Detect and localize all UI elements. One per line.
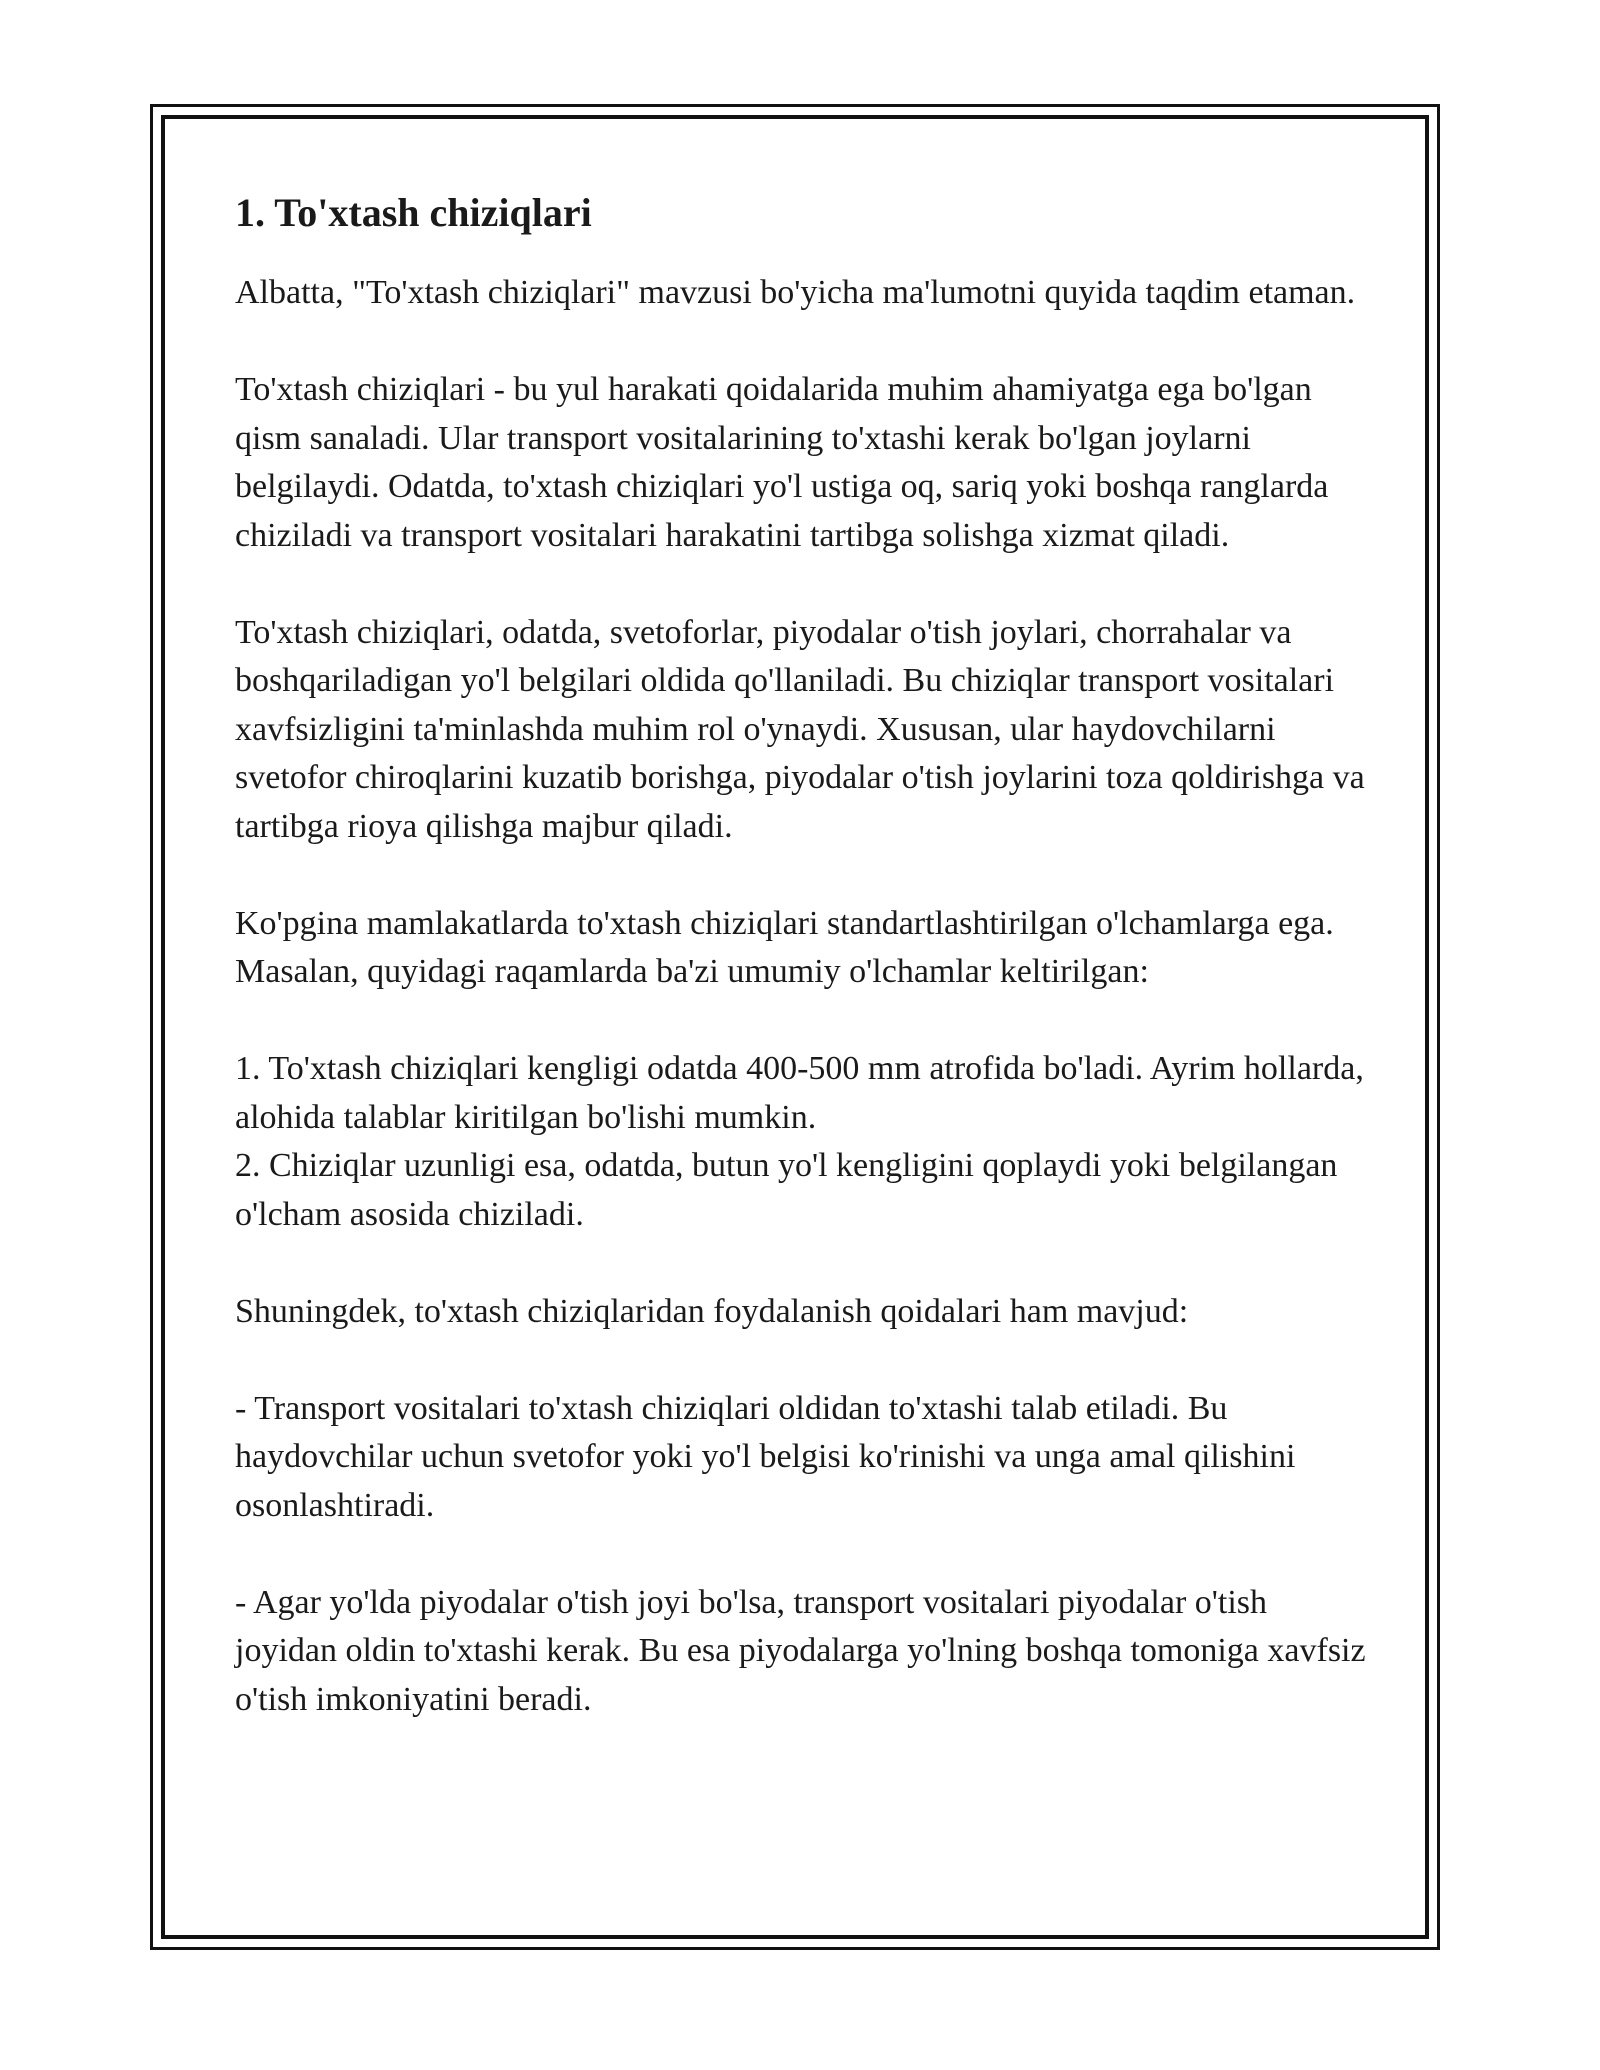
rule-item-pedestrian-crossing: - Agar yo'lda piyodalar o'tish joyi bo'lsa, transport vositalari piyodalar o'tish joyidan oldin to'xtashi kerak. Bu esa piyodalarga yo'lning boshqa tomoniga xavfsiz o'tish imkoniyatini beradi. bbox=[235, 1583, 1366, 1718]
document-title: 1. To'xtash chiziqlari bbox=[235, 190, 592, 235]
list-item-width: 1. To'xtash chiziqlari kengligi odatda 400-500 mm atrofida bo'ladi. Ayrim hollarda, alohida talablar kiritilgan bo'lishi mumkin. bbox=[235, 1050, 1364, 1136]
paragraph-intro: Albatta, "To'xtash chiziqlari" mavzusi bo'yicha ma'lumotni quyida taqdim etaman. bbox=[235, 274, 1356, 311]
numbered-list bbox=[235, 1045, 1370, 1239]
rule-item-stop-before-line: - Transport vositalari to'xtash chiziqlari oldidan to'xtashi talab etiladi. Bu haydovchilar uchun svetofor yoki yo'l belgisi ko'rinishi va unga amal qilishini osonlashtiradi. bbox=[235, 1389, 1296, 1524]
paragraph-usage: To'xtash chiziqlari, odatda, svetoforlar, piyodalar o'tish joylari, chorrahalar va boshqariladigan yo'l belgilari oldida qo'llaniladi. Bu chiziqlar transport vositalari xavfsizligini ta'minlashda muhim rol o'ynaydi. Xususan, ular haydovchilarni svetofor chiroqlarini kuzatib borishga, piyodalar o'tish joylarini toza qoldirishga va tartibga rioya qilishga majbur qiladi. bbox=[235, 613, 1365, 845]
document-body bbox=[235, 185, 1370, 1773]
rules-intro: Shuningdek, to'xtash chiziqlaridan foydalanish qoidalari ham mavjud: bbox=[235, 1292, 1189, 1330]
paragraph-definition: To'xtash chiziqlari - bu yul harakati qoidalarida muhim ahamiyatga ega bo'lgan qism sanaladi. Ular transport vositalarining to'xtashi kerak bo'lgan joylarni belgilaydi. Odatda, to'xtash chiziqlari yo'l ustiga oq, sariq yoki boshqa ranglarda chiziladi va transport vositalari harakatini tartibga solishga xizmat qiladi. bbox=[235, 371, 1329, 554]
list-item-length: 2. Chiziqlar uzunligi esa, odatda, butun yo'l kengligini qoplaydi yoki belgilangan o'lcham asosida chiziladi. bbox=[235, 1147, 1338, 1233]
paragraph-standards: Ko'pgina mamlakatlarda to'xtash chiziqlari standartlashtirilgan o'lchamlarga ega. Masalan, quyidagi raqamlarda ba'zi umumiy o'lchamlar keltirilgan: bbox=[235, 904, 1334, 990]
